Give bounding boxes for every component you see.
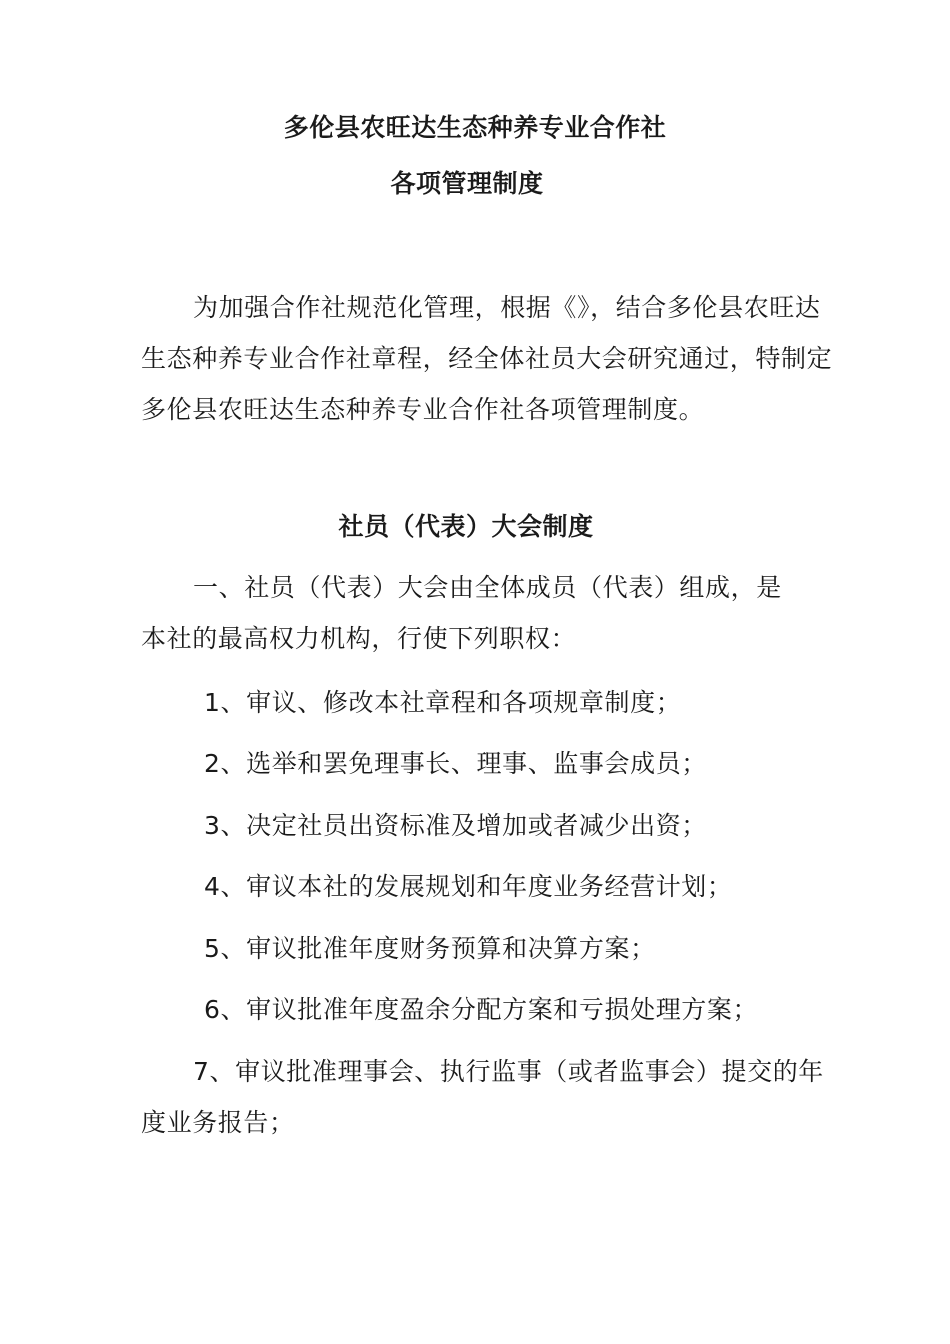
list-item: 3、决定社员出资标准及增加或者减少出资； xyxy=(204,811,707,840)
section-heading: 社员（代表）大会制度 xyxy=(338,512,594,541)
list-item: 6、审议批准年度盈余分配方案和亏损处理方案； xyxy=(204,995,759,1024)
document-title: 多伦县农旺达生态种养专业合作社 xyxy=(283,113,667,142)
document-subtitle: 各项管理制度 xyxy=(390,169,544,198)
intro-paragraph: 为加强合作社规范化管理，根据《》，结合多伦县农旺达生态种养专业合作社章程，经全体社员大会研究通过，特制定多伦县农旺达生态种养专业合作社各项管理制度。 xyxy=(141,293,833,424)
section-lead-paragraph: 一、社员（代表）大会由全体成员（代表）组成，是本社的最高权力机构，行使下列职权： xyxy=(141,573,782,653)
list-item: 1、审议、修改本社章程和各项规章制度； xyxy=(204,688,682,717)
list-item: 7、审议批准理事会、执行监事（或者监事会）提交的年度业务报告； xyxy=(141,1057,824,1137)
list-item: 2、选举和罢免理事长、理事、监事会成员； xyxy=(204,749,707,778)
list-item: 4、审议本社的发展规划和年度业务经营计划； xyxy=(204,872,733,901)
list-item: 5、审议批准年度财务预算和决算方案； xyxy=(204,934,656,963)
